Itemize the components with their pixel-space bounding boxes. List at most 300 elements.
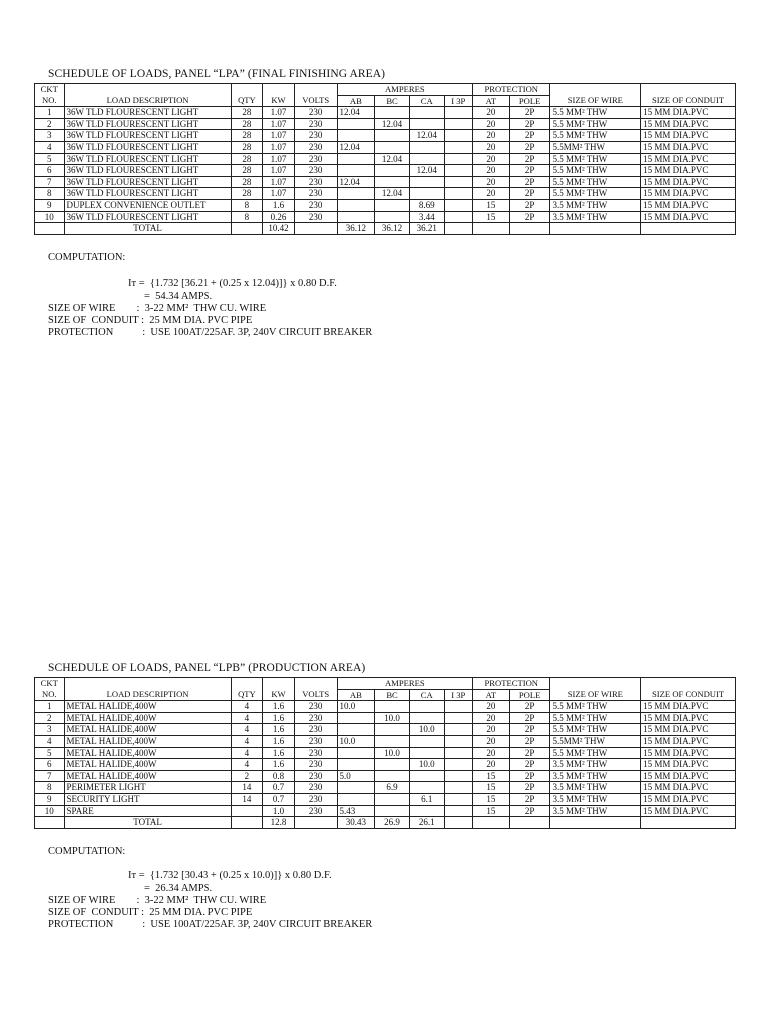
header-load (64, 678, 231, 690)
at-cell: 20 (473, 153, 510, 165)
volts-cell: 230 (294, 712, 337, 724)
ab-cell (337, 211, 375, 223)
volts-cell: 230 (294, 793, 337, 805)
wire-size-cell: 5.5 MM² THW (550, 165, 641, 177)
pole-cell: 2P (509, 211, 550, 223)
at-cell: 20 (473, 118, 510, 130)
i3p-cell (444, 782, 473, 794)
kw-cell: 1.0 (263, 805, 295, 817)
load-description-cell: 36W TLD FLOURESCENT LIGHT (64, 165, 231, 177)
table-row (35, 759, 736, 771)
bc-cell (375, 165, 410, 177)
header-kw (263, 678, 295, 690)
load-description-cell: METAL HALIDE,400W (64, 724, 231, 736)
table-row (35, 782, 736, 794)
qty-cell: 4 (231, 701, 263, 713)
i3p-cell (444, 130, 473, 142)
bc-cell: 12.04 (375, 118, 410, 130)
total-row (35, 817, 736, 829)
ca-cell: 10.0 (409, 724, 444, 736)
conduit-size-cell: 15 MM DIA.PVC (641, 759, 736, 771)
i3p-cell (444, 153, 473, 165)
pole-cell: 2P (509, 153, 550, 165)
table-row (35, 118, 736, 130)
ckt-cell: 8 (35, 188, 65, 200)
wire-size-cell: 3.5 MM² THW (550, 759, 641, 771)
pole-cell: 2P (509, 130, 550, 142)
wire-size-cell: 3.5 MM² THW (550, 770, 641, 782)
i3p-cell (444, 176, 473, 188)
total-ckt-cell (35, 223, 65, 235)
ckt-cell: 6 (35, 165, 65, 177)
wire-size-cell: 3.5 MM² THW (550, 199, 641, 211)
ckt-cell: 1 (35, 701, 65, 713)
header-pole: POLE (509, 689, 550, 701)
volts-cell: 230 (294, 724, 337, 736)
total-kw: 10.42 (263, 223, 295, 235)
pole-cell: 2P (509, 701, 550, 713)
bc-cell (375, 701, 410, 713)
bc-cell: 12.04 (375, 153, 410, 165)
at-cell: 15 (473, 805, 510, 817)
table-row (35, 701, 736, 713)
ckt-cell: 6 (35, 759, 65, 771)
pole-cell: 2P (509, 770, 550, 782)
header-conduit-label: SIZE OF CONDUIT (641, 689, 736, 701)
pole-cell: 2P (509, 782, 550, 794)
ckt-cell: 10 (35, 805, 65, 817)
ca-cell (409, 141, 444, 153)
total-at-cell (473, 817, 510, 829)
ckt-cell: 9 (35, 793, 65, 805)
ca-cell (409, 805, 444, 817)
bc-cell: 10.0 (375, 747, 410, 759)
total-ckt-cell (35, 817, 65, 829)
bc-cell (375, 724, 410, 736)
header-qty-label: QTY (231, 689, 263, 701)
conduit-size-cell: 15 MM DIA.PVC (641, 211, 736, 223)
bc-cell (375, 735, 410, 747)
table-row (35, 153, 736, 165)
qty-cell: 28 (231, 107, 263, 119)
ca-cell (409, 712, 444, 724)
qty-cell: 8 (231, 199, 263, 211)
ab-cell (337, 130, 375, 142)
conduit-size-cell: 15 MM DIA.PVC (641, 724, 736, 736)
load-description-cell: METAL HALIDE,400W (64, 712, 231, 724)
ab-cell (337, 793, 375, 805)
total-at-cell (473, 223, 510, 235)
ckt-cell: 7 (35, 176, 65, 188)
volts-cell: 230 (294, 165, 337, 177)
ab-cell: 5.0 (337, 770, 375, 782)
ab-cell (337, 712, 375, 724)
load-description-cell: METAL HALIDE,400W (64, 701, 231, 713)
header-protection: PROTECTION (473, 678, 550, 690)
pole-cell: 2P (509, 735, 550, 747)
volts-cell: 230 (294, 153, 337, 165)
load-description-cell: 36W TLD FLOURESCENT LIGHT (64, 130, 231, 142)
table-row (35, 199, 736, 211)
header-wire (550, 678, 641, 690)
qty-cell: 28 (231, 153, 263, 165)
header-qty (231, 84, 263, 96)
ab-cell: 10.0 (337, 701, 375, 713)
at-cell: 20 (473, 724, 510, 736)
conduit-size-cell: 15 MM DIA.PVC (641, 176, 736, 188)
header-ckt: CKT (35, 84, 65, 96)
volts-cell: 230 (294, 770, 337, 782)
header-qty-label: QTY (231, 95, 263, 107)
kw-cell: 1.07 (263, 118, 295, 130)
header-load-description: LOAD DESCRIPTION (64, 689, 231, 701)
computation-protection: PROTECTION : USE 100AT/225AF. 3P, 240V CIRCUIT BREAKER (48, 919, 373, 930)
ab-cell: 5.43 (337, 805, 375, 817)
ca-cell: 3.44 (409, 211, 444, 223)
qty-cell (231, 805, 263, 817)
load-description-cell: METAL HALIDE,400W (64, 759, 231, 771)
at-cell: 20 (473, 107, 510, 119)
volts-cell: 230 (294, 176, 337, 188)
volts-cell: 230 (294, 747, 337, 759)
header-wire-label: SIZE OF WIRE (550, 689, 641, 701)
ckt-cell: 4 (35, 141, 65, 153)
total-ab: 36.12 (337, 223, 375, 235)
qty-cell: 28 (231, 176, 263, 188)
ca-cell: 12.04 (409, 165, 444, 177)
ca-cell (409, 153, 444, 165)
kw-cell: 1.6 (263, 747, 295, 759)
volts-cell: 230 (294, 107, 337, 119)
computation-conduit: SIZE OF CONDUIT : 25 MM DIA. PVC PIPE (48, 907, 253, 918)
kw-cell: 1.6 (263, 724, 295, 736)
table-header (35, 84, 736, 107)
load-description-cell: 36W TLD FLOURESCENT LIGHT (64, 118, 231, 130)
wire-size-cell: 5.5 MM² THW (550, 153, 641, 165)
at-cell: 15 (473, 211, 510, 223)
kw-cell: 0.8 (263, 770, 295, 782)
at-cell: 20 (473, 712, 510, 724)
header-ckt: CKT (35, 678, 65, 690)
ca-cell (409, 176, 444, 188)
at-cell: 15 (473, 199, 510, 211)
volts-cell: 230 (294, 735, 337, 747)
at-cell: 20 (473, 165, 510, 177)
ab-cell: 12.04 (337, 141, 375, 153)
ca-cell (409, 188, 444, 200)
header-wire-label: SIZE OF WIRE (550, 95, 641, 107)
qty-cell: 8 (231, 211, 263, 223)
load-description-cell: PERIMETER LIGHT (64, 782, 231, 794)
i3p-cell (444, 141, 473, 153)
pole-cell: 2P (509, 793, 550, 805)
qty-cell: 4 (231, 724, 263, 736)
load-description-cell: METAL HALIDE,400W (64, 747, 231, 759)
computation-wire: SIZE OF WIRE : 3-22 MM² THW CU. WIRE (48, 303, 267, 314)
load-description-cell: SPARE (64, 805, 231, 817)
volts-cell: 230 (294, 118, 337, 130)
table-row (35, 770, 736, 782)
kw-cell: 0.7 (263, 782, 295, 794)
kw-cell: 1.6 (263, 199, 295, 211)
table-row (35, 712, 736, 724)
header-at: AT (473, 95, 510, 107)
ab-cell (337, 782, 375, 794)
load-description-cell: DUPLEX CONVENIENCE OUTLET (64, 199, 231, 211)
pole-cell: 2P (509, 188, 550, 200)
i3p-cell (444, 759, 473, 771)
header-protection: PROTECTION (473, 84, 550, 96)
bc-cell (375, 793, 410, 805)
panel-lpa-title: SCHEDULE OF LOADS, PANEL “LPA” (FINAL FINISHING AREA) (48, 68, 386, 80)
header-conduit (641, 678, 736, 690)
i3p-cell (444, 793, 473, 805)
ckt-cell: 2 (35, 712, 65, 724)
table-header (35, 678, 736, 701)
bc-cell (375, 199, 410, 211)
header-wire (550, 84, 641, 96)
load-description-cell: 36W TLD FLOURESCENT LIGHT (64, 211, 231, 223)
pole-cell: 2P (509, 118, 550, 130)
ckt-cell: 1 (35, 107, 65, 119)
pole-cell: 2P (509, 176, 550, 188)
kw-cell: 1.6 (263, 712, 295, 724)
i3p-cell (444, 188, 473, 200)
total-row (35, 223, 736, 235)
computation-wire: SIZE OF WIRE : 3-22 MM² THW CU. WIRE (48, 895, 267, 906)
i3p-cell (444, 712, 473, 724)
bc-cell (375, 130, 410, 142)
bc-cell (375, 759, 410, 771)
kw-cell: 1.07 (263, 107, 295, 119)
conduit-size-cell: 15 MM DIA.PVC (641, 199, 736, 211)
at-cell: 20 (473, 188, 510, 200)
load-description-cell: METAL HALIDE,400W (64, 770, 231, 782)
load-description-cell: 36W TLD FLOURESCENT LIGHT (64, 153, 231, 165)
kw-cell: 1.07 (263, 188, 295, 200)
kw-cell: 1.07 (263, 165, 295, 177)
conduit-size-cell: 15 MM DIA.PVC (641, 793, 736, 805)
ab-cell (337, 153, 375, 165)
panel-lpb-table (34, 677, 736, 829)
conduit-size-cell: 15 MM DIA.PVC (641, 107, 736, 119)
ca-cell (409, 782, 444, 794)
ca-cell (409, 735, 444, 747)
table-row (35, 107, 736, 119)
ca-cell (409, 747, 444, 759)
volts-cell: 230 (294, 701, 337, 713)
wire-size-cell: 5.5 MM² THW (550, 107, 641, 119)
conduit-size-cell: 15 MM DIA.PVC (641, 118, 736, 130)
total-wire-cell (550, 223, 641, 235)
computation-protection: PROTECTION : USE 100AT/225AF. 3P, 240V CIRCUIT BREAKER (48, 327, 373, 338)
header-i3p: I 3P (444, 95, 473, 107)
header-ca: CA (409, 689, 444, 701)
pole-cell: 2P (509, 141, 550, 153)
ab-cell: 12.04 (337, 176, 375, 188)
header-amperes: AMPERES (337, 84, 473, 96)
ckt-cell: 3 (35, 130, 65, 142)
total-ca: 36.21 (409, 223, 444, 235)
header-kw (263, 84, 295, 96)
wire-size-cell: 5.5MM² THW (550, 735, 641, 747)
pole-cell: 2P (509, 107, 550, 119)
at-cell: 20 (473, 141, 510, 153)
ca-cell: 6.1 (409, 793, 444, 805)
volts-cell: 230 (294, 188, 337, 200)
kw-cell: 1.6 (263, 701, 295, 713)
ckt-cell: 7 (35, 770, 65, 782)
computation-heading: COMPUTATION: (48, 846, 126, 857)
header-bc: BC (375, 95, 410, 107)
kw-cell: 1.07 (263, 176, 295, 188)
at-cell: 20 (473, 130, 510, 142)
total-label: TOTAL (64, 223, 231, 235)
computation-conduit: SIZE OF CONDUIT : 25 MM DIA. PVC PIPE (48, 315, 253, 326)
total-qty-cell (231, 223, 263, 235)
i3p-cell (444, 724, 473, 736)
table-row (35, 735, 736, 747)
ab-cell: 10.0 (337, 735, 375, 747)
at-cell: 20 (473, 735, 510, 747)
table-row (35, 793, 736, 805)
table-row (35, 141, 736, 153)
wire-size-cell: 3.5 MM² THW (550, 805, 641, 817)
ckt-cell: 10 (35, 211, 65, 223)
load-description-cell: 36W TLD FLOURESCENT LIGHT (64, 141, 231, 153)
wire-size-cell: 5.5 MM² THW (550, 747, 641, 759)
ab-cell (337, 759, 375, 771)
at-cell: 20 (473, 701, 510, 713)
header-volts (294, 84, 337, 96)
qty-cell: 4 (231, 747, 263, 759)
kw-cell: 1.6 (263, 759, 295, 771)
header-conduit (641, 84, 736, 96)
ca-cell: 12.04 (409, 130, 444, 142)
i3p-cell (444, 165, 473, 177)
ab-cell (337, 747, 375, 759)
header-ca: CA (409, 95, 444, 107)
load-description-cell: SECURITY LIGHT (64, 793, 231, 805)
ca-cell (409, 118, 444, 130)
kw-cell: 0.26 (263, 211, 295, 223)
wire-size-cell: 5.5 MM² THW (550, 701, 641, 713)
total-bc: 26.9 (375, 817, 410, 829)
header-ckt-no: NO. (35, 689, 65, 701)
panel-lpb-rows (35, 701, 736, 817)
ab-cell (337, 188, 375, 200)
i3p-cell (444, 701, 473, 713)
computation-result: = 54.34 AMPS. (144, 291, 213, 302)
ckt-cell: 4 (35, 735, 65, 747)
i3p-cell (444, 118, 473, 130)
total-kw: 12.8 (263, 817, 295, 829)
ab-cell (337, 165, 375, 177)
pole-cell: 2P (509, 805, 550, 817)
header-kw-label: KW (263, 689, 295, 701)
total-conduit-cell (641, 223, 736, 235)
ca-cell (409, 770, 444, 782)
computation-formula: Iᴛ = {1.732 [30.43 + (0.25 x 10.0)]} x 0.80 D.F. (128, 870, 332, 881)
pole-cell: 2P (509, 165, 550, 177)
conduit-size-cell: 15 MM DIA.PVC (641, 747, 736, 759)
ca-cell (409, 107, 444, 119)
header-pole: POLE (509, 95, 550, 107)
wire-size-cell: 5.5 MM² THW (550, 176, 641, 188)
at-cell: 15 (473, 793, 510, 805)
conduit-size-cell: 15 MM DIA.PVC (641, 735, 736, 747)
ckt-cell: 8 (35, 782, 65, 794)
header-volts-label: VOLTS (294, 95, 337, 107)
volts-cell: 230 (294, 130, 337, 142)
panel-lpa-rows (35, 107, 736, 223)
conduit-size-cell: 15 MM DIA.PVC (641, 153, 736, 165)
pole-cell: 2P (509, 724, 550, 736)
ab-cell (337, 199, 375, 211)
qty-cell: 28 (231, 130, 263, 142)
i3p-cell (444, 770, 473, 782)
total-wire-cell (550, 817, 641, 829)
header-ab: AB (337, 689, 375, 701)
conduit-size-cell: 15 MM DIA.PVC (641, 141, 736, 153)
i3p-cell (444, 199, 473, 211)
volts-cell: 230 (294, 805, 337, 817)
pole-cell: 2P (509, 747, 550, 759)
bc-cell (375, 141, 410, 153)
i3p-cell (444, 747, 473, 759)
ckt-cell: 9 (35, 199, 65, 211)
ckt-cell: 3 (35, 724, 65, 736)
total-ca: 26.1 (409, 817, 444, 829)
wire-size-cell: 5.5MM² THW (550, 141, 641, 153)
at-cell: 20 (473, 759, 510, 771)
header-i3p: I 3P (444, 689, 473, 701)
at-cell: 20 (473, 747, 510, 759)
ca-cell: 8.69 (409, 199, 444, 211)
at-cell: 15 (473, 782, 510, 794)
header-kw-label: KW (263, 95, 295, 107)
wire-size-cell: 3.5 MM² THW (550, 782, 641, 794)
conduit-size-cell: 15 MM DIA.PVC (641, 782, 736, 794)
kw-cell: 1.07 (263, 130, 295, 142)
bc-cell (375, 805, 410, 817)
total-volts-cell (294, 223, 337, 235)
pole-cell: 2P (509, 759, 550, 771)
total-pole-cell (509, 223, 550, 235)
total-i3p-cell (444, 817, 473, 829)
table-row (35, 188, 736, 200)
conduit-size-cell: 15 MM DIA.PVC (641, 770, 736, 782)
bc-cell: 12.04 (375, 188, 410, 200)
volts-cell: 230 (294, 199, 337, 211)
table-row (35, 130, 736, 142)
kw-cell: 1.07 (263, 153, 295, 165)
table-row (35, 724, 736, 736)
i3p-cell (444, 735, 473, 747)
header-ckt-no: NO. (35, 95, 65, 107)
total-qty-cell (231, 817, 263, 829)
total-label: TOTAL (64, 817, 231, 829)
conduit-size-cell: 15 MM DIA.PVC (641, 712, 736, 724)
total-bc: 36.12 (375, 223, 410, 235)
bc-cell: 10.0 (375, 712, 410, 724)
kw-cell: 0.7 (263, 793, 295, 805)
i3p-cell (444, 107, 473, 119)
pole-cell: 2P (509, 199, 550, 211)
load-description-cell: METAL HALIDE,400W (64, 735, 231, 747)
ckt-cell: 5 (35, 747, 65, 759)
panel-lpb-title: SCHEDULE OF LOADS, PANEL “LPB” (PRODUCTION AREA) (48, 662, 366, 674)
